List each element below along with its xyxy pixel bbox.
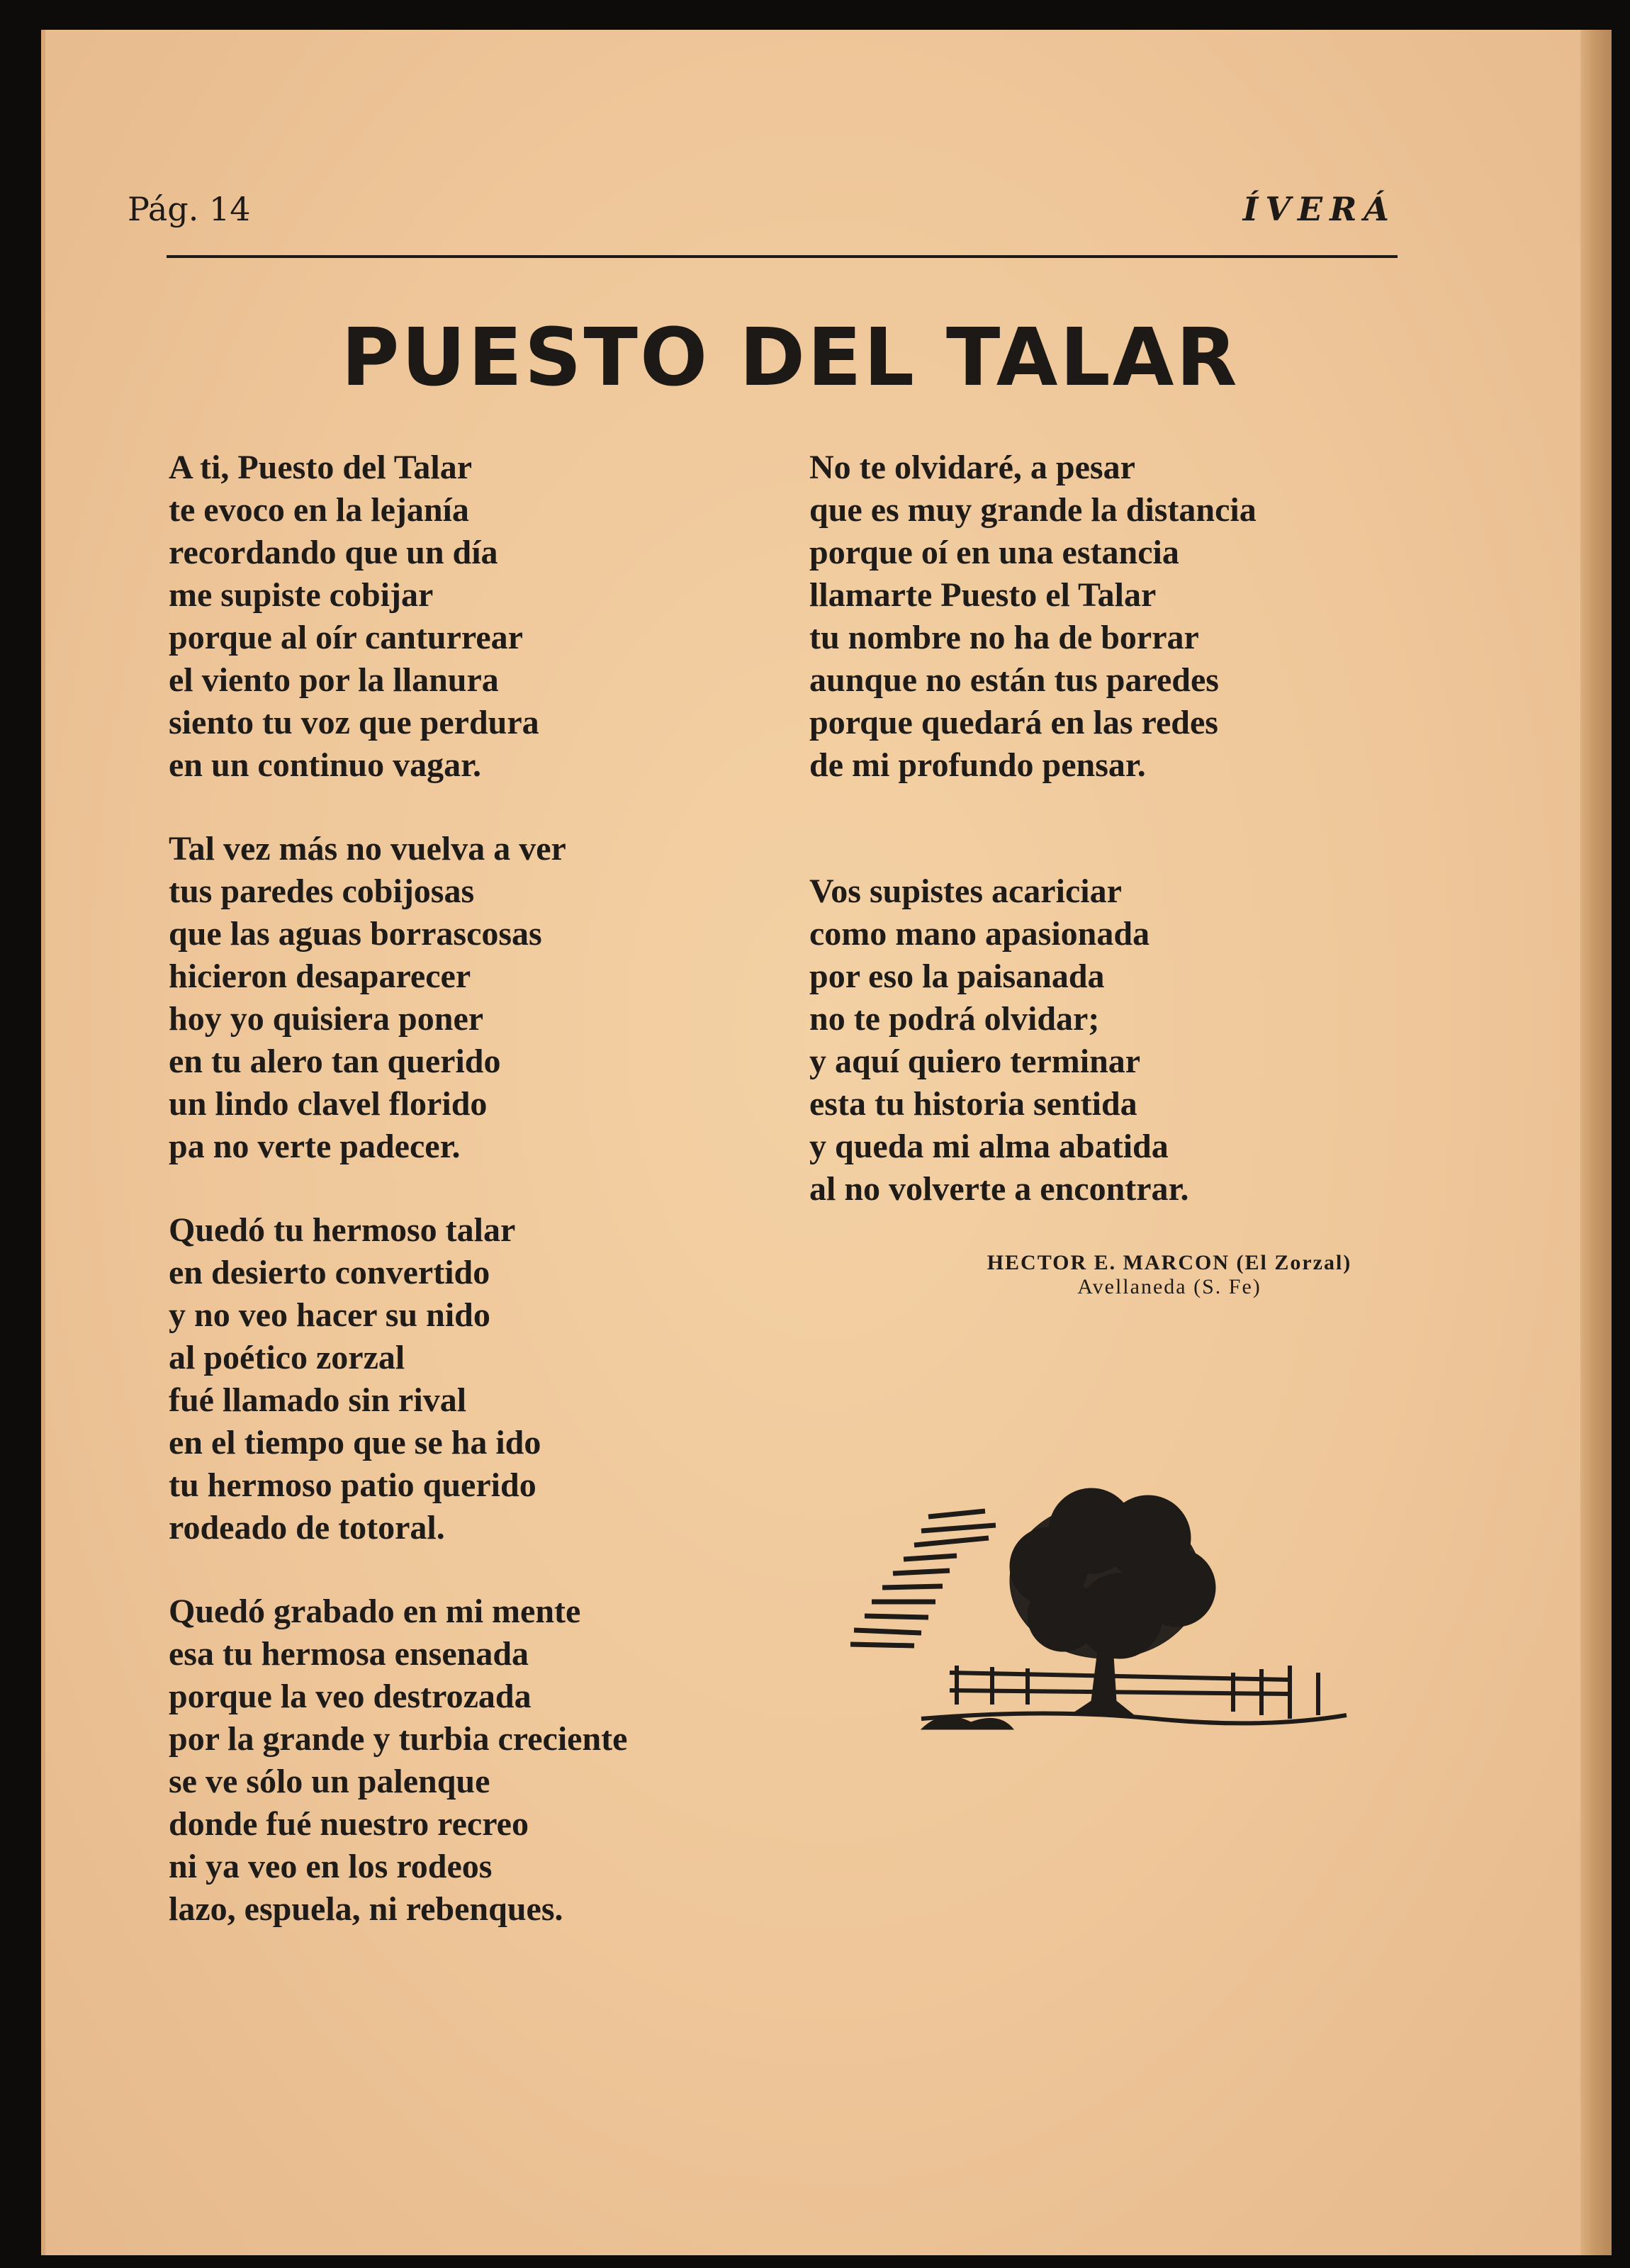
poem-line: tu nombre no ha de borrar [809,619,1199,656]
page-edge [1580,30,1612,2255]
poem-line: porque la veo destrozada [169,1678,532,1715]
poem-stanza [809,447,1447,787]
poem-line: porque al oír canturrear [169,619,523,656]
poem-line: A ti, Puesto del Talar [169,449,473,486]
poem-stanza [169,1590,806,1931]
poem-line: llamarte Puesto el Talar [809,576,1157,614]
poem-line: y aquí quiero terminar [809,1043,1141,1080]
poem-stanza [809,870,1447,1211]
poem-stanza [169,447,806,787]
poem-line: en el tiempo que se ha ido [169,1424,541,1461]
poem-line: el viento por la llanura [169,661,499,699]
poem-left-column [169,447,806,1972]
poem-line: ni ya veo en los rodeos [169,1848,493,1885]
poem-line: no te podrá olvidar; [809,1000,1100,1038]
tree-fence-landscape-icon [836,1467,1361,1751]
author-name: HECTOR E. MARCON (El Zorzal) [987,1251,1352,1274]
poem-line: por eso la paisanada [809,958,1105,995]
poem-line: rodeado de totoral. [169,1509,445,1546]
poem-line: como mano apasionada [809,915,1150,953]
poem-line: al poético zorzal [169,1339,405,1376]
poem-line: siento tu voz que perdura [169,704,539,741]
poem-title: PUESTO DEL TALAR [341,312,1240,404]
poem-line: te evoco en la lejanía [169,491,469,529]
poem-line: Vos supistes acariciar [809,872,1122,910]
poem-line: fué llamado sin rival [169,1381,467,1419]
poem-stanza [169,1209,806,1549]
page-header [128,190,1396,232]
poem-line: de mi profundo pensar. [809,746,1146,784]
poem-line: hoy yo quisiera poner [169,1000,484,1038]
poem-line: hicieron desaparecer [169,958,471,995]
poem-line: un lindo clavel florido [169,1085,488,1123]
fence-icon [950,1666,1318,1719]
poem-line: y no veo hacer su nido [169,1296,490,1334]
poem-line: tu hermoso patio querido [169,1466,536,1504]
poem-line: en un continuo vagar. [169,746,481,784]
poem-signature [921,1251,1417,1299]
poem-line: en desierto convertido [169,1254,490,1291]
poem-line: me supiste cobijar [169,576,434,614]
poem-line: que es muy grande la distancia [809,491,1257,529]
poem-right-column [809,447,1447,1252]
poem-stanza [169,828,806,1168]
magazine-name: ÍVERÁ [1242,190,1396,228]
poem-line: tus paredes cobijosas [169,872,475,910]
poem-line: en tu alero tan querido [169,1043,501,1080]
poem-line: Quedó tu hermoso talar [169,1211,516,1249]
poem-line: pa no verte padecer. [169,1128,461,1165]
wind-lines-icon [850,1511,996,1646]
poem-line: lazo, espuela, ni rebenques. [169,1890,563,1928]
poem-line: se ve sólo un palenque [169,1763,490,1800]
poem-line: que las aguas borrascosas [169,915,542,953]
poem-line: recordando que un día [169,534,498,571]
poem-line: porque quedará en las redes [809,704,1218,741]
poem-line: y queda mi alma abatida [809,1128,1169,1165]
page-number: Pág. 14 [128,190,251,228]
poem-line: No te olvidaré, a pesar [809,449,1135,486]
poem-line: al no volverte a encontrar. [809,1170,1189,1208]
poem-line: por la grande y turbia creciente [169,1720,628,1758]
header-rule [167,255,1398,258]
poem-line: Quedó grabado en mi mente [169,1593,581,1630]
tree-canopy-icon [1010,1488,1215,1658]
author-place: Avellaneda (S. Fe) [1077,1275,1261,1298]
poem-line: porque oí en una estancia [809,534,1179,571]
poem-line: esa tu hermosa ensenada [169,1635,529,1673]
poem-line: aunque no están tus paredes [809,661,1219,699]
poem-line: esta tu historia sentida [809,1085,1137,1123]
poem-line: Tal vez más no vuelva a ver [169,830,566,868]
poem-line: donde fué nuestro recreo [169,1805,529,1843]
